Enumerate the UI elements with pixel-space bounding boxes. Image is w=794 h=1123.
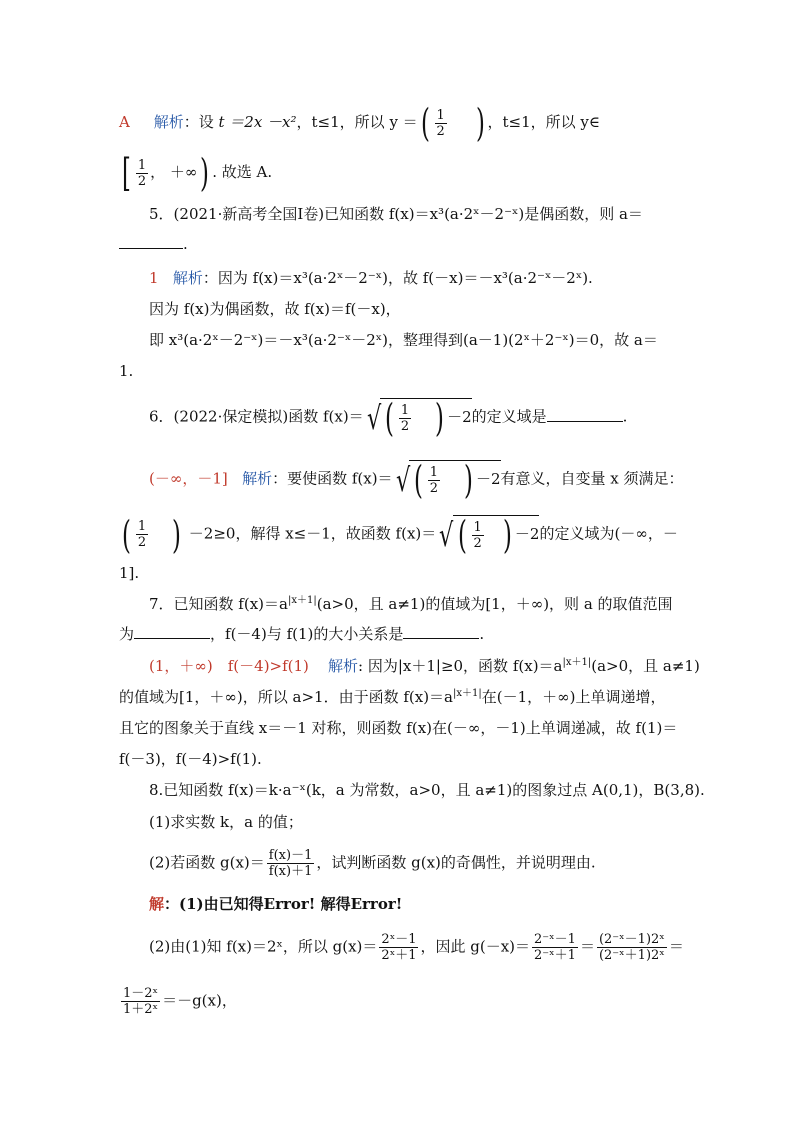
p1-label: 解析: [153, 113, 184, 131]
q7-answer: (1，＋∞) f(－4)>f(1): [149, 657, 309, 675]
q7-stem-1: 7．已知函数 $f(x)=a^{|x+1|}(a>0$，且 a≠1)的值域为[1，＋∞)，则 a 的取值范围: [149, 595, 673, 613]
q6-radicand: ( $\frac{1}{2}$ ) －2: [380, 398, 472, 437]
q6-solution-2: ( $\frac{1}{2}$ ) －2≥0，解得 x≤－1，故函数 f(x)＝√ ( $\frac{1}{2}$ ) －2的定义域为(－∞，－: [121, 512, 678, 557]
p1-half-2: $\frac{1}{2}$: [137, 157, 147, 189]
q7-solution-2: 的值域为[1，＋∞)，所以 a>1．由于函数 $f(x)=a^{|x+1|}$在(－1，＋∞)上单调递增，: [119, 688, 666, 706]
p1-interval-tail: ， ＋∞: [150, 163, 198, 181]
q5-solution-2: 因为 f(x)为偶函数，故 f(x)＝f(－x)，: [149, 300, 401, 318]
left-bracket: [: [121, 151, 131, 195]
p1-text2: ，t≤1，所以 y ＝: [296, 113, 418, 131]
left-paren: (: [420, 101, 430, 145]
q8-sol-label: 解: [149, 895, 165, 913]
q8-part-1: (1)求实数 k，a 的值；: [149, 813, 303, 831]
q7-blank-2: [403, 624, 479, 639]
q5-answer-blank: [119, 234, 183, 249]
q8-solution-3: $\frac{\text{1－2ˣ}}{\text{1＋2ˣ}}$ ＝－g(x)，: [123, 986, 237, 1017]
q6-radicand-3: ( $\frac{1}{2}$ ) －2: [453, 515, 540, 554]
p1-line2: [119, 151, 273, 195]
q6-answer: (－∞，－1]: [149, 469, 228, 488]
q5-stem: 5．(2021·新高考全国Ⅰ卷)已知函数 f(x)＝x³(a·2ˣ－2⁻ˣ)是偶函数，则 a＝: [149, 205, 643, 223]
q6-radicand-2: ( $\frac{1}{2}$ ) －2: [409, 460, 501, 499]
q8-part-2: (2)若函数 g(x)＝ $\frac{f(x)-1}{f(x)+1}$ ，试判断函数 g(x)的奇偶性，并说明理由.: [149, 848, 596, 879]
q7-stem-2: 为 ，f(－4)与 f(1)的大小关系是 .: [119, 625, 485, 643]
q5-answer: 1: [149, 269, 159, 287]
sqrt-icon-3: √: [439, 515, 454, 554]
q7-solution-1: (1，＋∞) f(－4)>f(1) 解析: 因为|x＋1|≥0，函数 $f(x)=a^{|x+1|}(a>0$，且 a≠1): [149, 657, 700, 675]
q7-blank-1: [134, 624, 210, 639]
q8-solution-1: 解：(1)由已知得Error! 解得Error!: [149, 895, 403, 913]
p1-text3: ，t≤1，所以 y∈: [487, 113, 600, 131]
p1-text1: ：设: [183, 113, 219, 131]
right-paren: ): [475, 101, 485, 145]
q8-solution-2: (2)由(1)知 f(x)＝2ˣ，所以 g(x)＝ $\frac{\text{2ˣ－1}}{\text{2ˣ＋1}}$ ，因此 g(－x)＝ $\frac{\text{2⁻ˣ－1}}{\text{2⁻ˣ＋1}}$ ＝ $\frac{\text{(2⁻ˣ－1)2ˣ}}{\text{(2⁻ˣ＋1)2ˣ}}$ ＝: [149, 932, 684, 963]
q5-label: 解析: [172, 269, 203, 287]
q8-stem: 8.已知函数 f(x)＝k·a⁻ˣ(k，a 为常数，a>0，且 a≠1)的图象过点 A(0,1)，B(3,8).: [149, 781, 705, 799]
p1-answer: A: [119, 113, 130, 131]
p1-line1: [119, 101, 600, 145]
q6-solution-3: 1].: [119, 564, 140, 582]
sqrt-icon-2: √: [395, 460, 410, 499]
p1-text4: . 故选 A.: [212, 163, 273, 181]
q7-label: 解析: [328, 657, 359, 675]
q7-solution-3: 且它的图象关于直线 x＝－1 对称，则函数 f(x)在(－∞，－1)上单调递减，故 f(1)＝: [119, 719, 678, 737]
q5-blank-line: .: [119, 234, 188, 254]
g-fraction: $\frac{f(x)-1}{f(x)+1}$: [268, 848, 313, 879]
q6-answer-blank: [547, 407, 623, 422]
q6-solution-1: (－∞，－1] 解析：要使函数 f(x)＝√ ( $\frac{1}{2}$ ) －2有意义，自变量 x 须满足：: [149, 458, 684, 502]
q5-solution-1: 1 解析：因为 f(x)＝x³(a·2ˣ－2⁻ˣ)，故 f(－x)＝－x³(a·2⁻ˣ－2ˣ).: [149, 269, 593, 287]
q5-solution-3: 即 x³(a·2ˣ－2⁻ˣ)＝－x³(a·2⁻ˣ－2ˣ)，整理得到(a－1)(2ˣ＋2⁻ˣ)＝0，故 a＝: [149, 331, 658, 349]
right-paren-2: ): [200, 151, 210, 195]
q6-label: 解析: [242, 469, 273, 488]
sqrt-icon: √: [366, 398, 382, 437]
p1-half: $\frac{1}{2}$: [436, 107, 445, 139]
q5-solution-4: 1.: [119, 362, 134, 380]
q6-stem: 6．(2022·保定模拟)函数 f(x)＝√ ( $\frac{1}{2}$ ) －2的定义域是 .: [149, 396, 628, 440]
p1-t-expr: t ＝2x －x²: [218, 113, 297, 131]
q7-solution-4: f(－3)，f(－4)>f(1).: [119, 750, 262, 768]
